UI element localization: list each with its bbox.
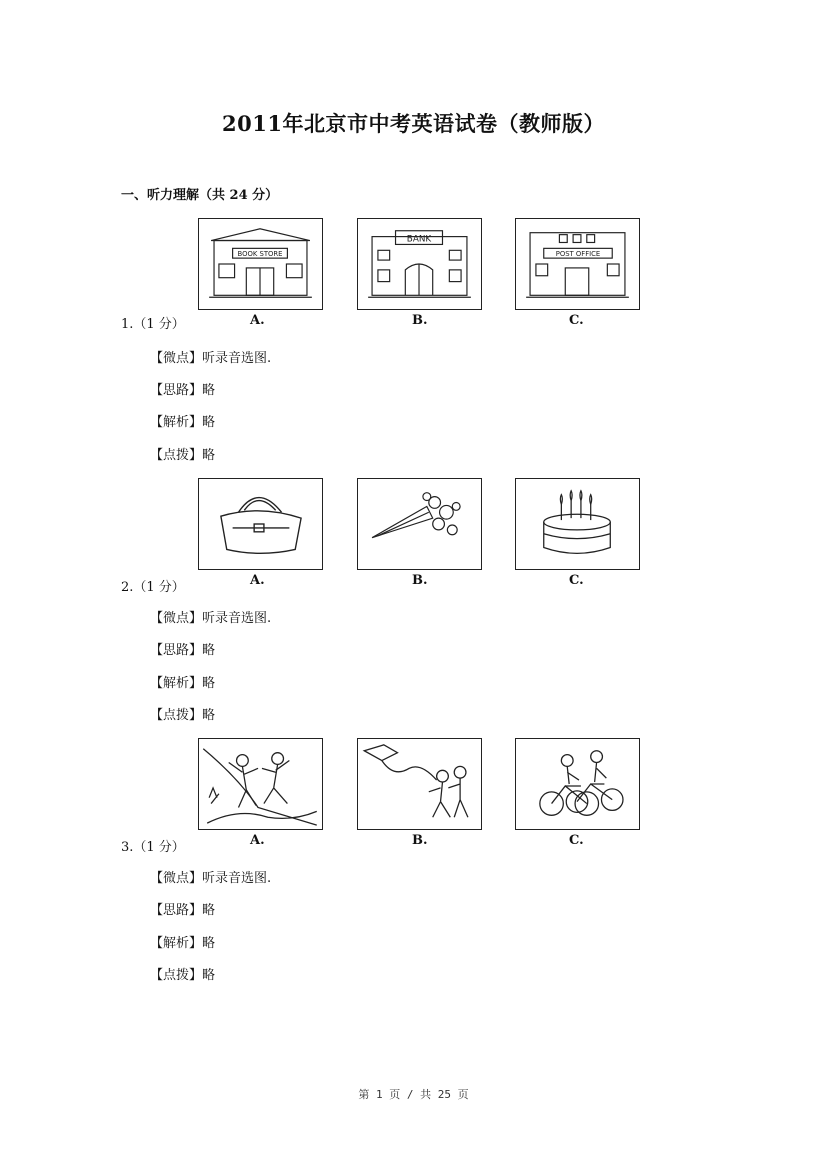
option-a-bookstore-picture[interactable] xyxy=(198,218,323,310)
bookstore-sign: BOOK STORE xyxy=(237,250,283,259)
option-b-flowers-picture[interactable] xyxy=(357,478,482,570)
q2-thinking: 【思路】略 xyxy=(150,643,216,658)
option-a-label: A. xyxy=(250,833,265,848)
cycling-illustration xyxy=(516,739,639,829)
bank-illustration xyxy=(358,219,481,309)
page-footer: 第 1 页 / 共 25 页 xyxy=(358,1088,469,1101)
option-a-label: A. xyxy=(250,573,265,588)
q2-tip: 【点拨】略 xyxy=(150,708,216,723)
option-c-birthday-cake-picture[interactable] xyxy=(515,478,640,570)
q3-tip: 【点拨】略 xyxy=(150,968,216,983)
q1-knowledge-point: 【微点】听录音选图. xyxy=(150,351,272,366)
flower-bouquet-illustration xyxy=(358,479,481,569)
option-b-label: B. xyxy=(412,573,428,588)
question-3-label: 3.（1 分） xyxy=(121,840,185,855)
bank-sign: BANK xyxy=(406,234,432,245)
birthday-cake-illustration xyxy=(516,479,639,569)
option-a-climbing-picture[interactable] xyxy=(198,738,323,830)
option-c-cycling-picture[interactable] xyxy=(515,738,640,830)
option-c-label: C. xyxy=(569,313,584,328)
option-c-label: C. xyxy=(569,573,584,588)
q3-analysis: 【解析】略 xyxy=(150,936,216,951)
q3-thinking: 【思路】略 xyxy=(150,903,216,918)
post-office-sign: POST OFFICE xyxy=(555,250,601,259)
bookstore-illustration xyxy=(199,219,322,309)
option-c-post-office-picture[interactable] xyxy=(515,218,640,310)
q1-thinking: 【思路】略 xyxy=(150,383,216,398)
mountain-climbing-illustration xyxy=(199,739,322,829)
kite-flying-illustration xyxy=(358,739,481,829)
option-a-handbag-picture[interactable] xyxy=(198,478,323,570)
q1-tip: 【点拨】略 xyxy=(150,448,216,463)
section-heading: 一、听力理解（共 24 分） xyxy=(121,188,279,203)
page-title: 2011年北京市中考英语试卷（教师版） xyxy=(222,111,605,136)
post-office-illustration xyxy=(516,219,639,309)
option-b-label: B. xyxy=(412,833,428,848)
q2-knowledge-point: 【微点】听录音选图. xyxy=(150,611,272,626)
question-2-label: 2.（1 分） xyxy=(121,580,185,595)
question-1-label: 1.（1 分） xyxy=(121,317,185,332)
option-a-label: A. xyxy=(250,313,265,328)
option-c-label: C. xyxy=(569,833,584,848)
q2-analysis: 【解析】略 xyxy=(150,676,216,691)
option-b-label: B. xyxy=(412,313,428,328)
option-b-kite-picture[interactable] xyxy=(357,738,482,830)
q3-knowledge-point: 【微点】听录音选图. xyxy=(150,871,272,886)
handbag-illustration xyxy=(199,479,322,569)
q1-analysis: 【解析】略 xyxy=(150,415,216,430)
option-b-bank-picture[interactable] xyxy=(357,218,482,310)
